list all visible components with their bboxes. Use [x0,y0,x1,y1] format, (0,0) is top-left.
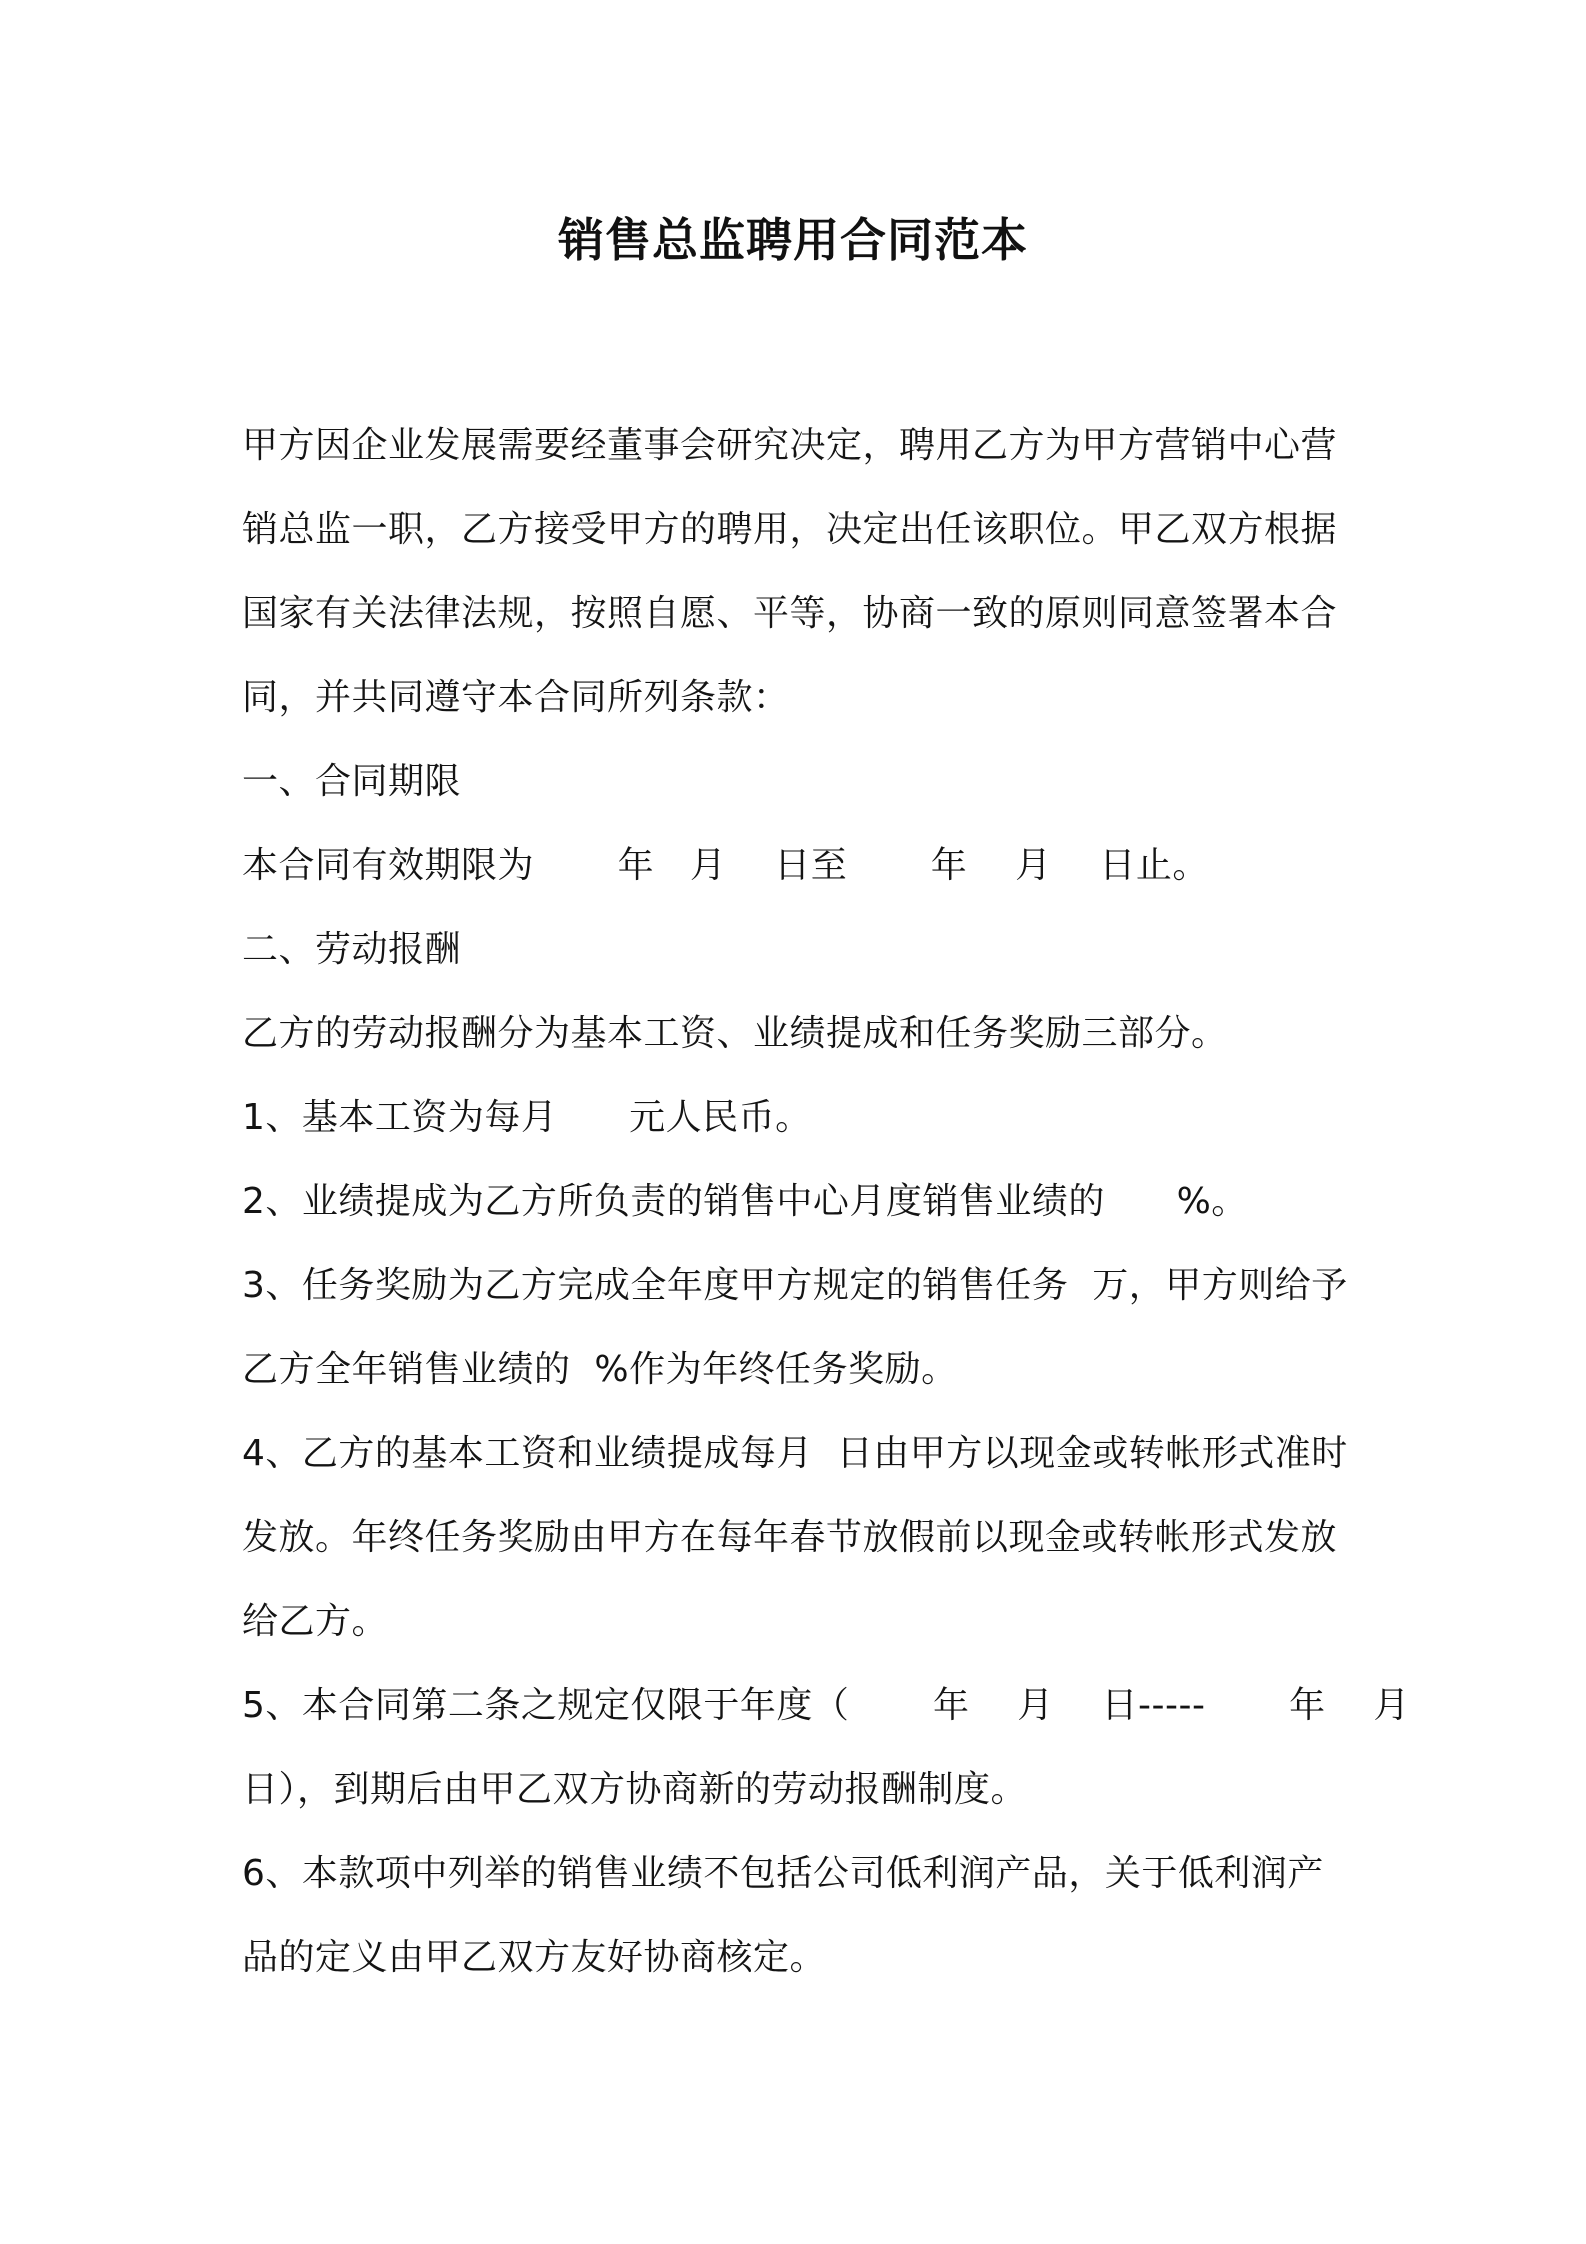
clause-4: 4、乙方的基本工资和业绩提成每月 日由甲方以现金或转帐形式准时 [242,1433,1348,1474]
clause-1: 1、基本工资为每月 元人民币。 [242,1097,812,1138]
clause-5: 5、本合同第二条之规定仅限于年度（ 年 月 日----- 年 月 [242,1685,1410,1726]
clause-3: 3、任务奖励为乙方完成全年度甲方规定的销售任务 万，甲方则给予 [242,1265,1348,1306]
body-line: 给乙方。 [242,1601,389,1642]
body-line: 发放。年终任务奖励由甲方在每年春节放假前以现金或转帐形式发放 [242,1517,1338,1558]
clause-2: 2、业绩提成为乙方所负责的销售中心月度销售业绩的 %。 [242,1181,1248,1222]
body-line: 销总监一职，乙方接受甲方的聘用，决定出任该职位。甲乙双方根据 [242,509,1338,550]
section-heading-remuneration: 二、劳动报酬 [242,929,462,970]
clause-6: 6、本款项中列举的销售业绩不包括公司低利润产品，关于低利润产 [242,1853,1324,1894]
document-body [242,404,1410,2000]
body-line: 甲方因企业发展需要经董事会研究决定，聘用乙方为甲方营销中心营 [242,425,1338,466]
body-line: 品的定义由甲乙双方友好协商核定。 [242,1937,827,1978]
body-line: 国家有关法律法规，按照自愿、平等，协商一致的原则同意签署本合 [242,593,1338,634]
body-line: 乙方的劳动报酬分为基本工资、业绩提成和任务奖励三部分。 [242,1013,1228,1054]
document-title: 销售总监聘用合同范本 [558,213,1028,267]
body-line: 本合同有效期限为 年 月 日至 年 月 日止。 [242,845,1209,886]
section-heading-contract-term: 一、合同期限 [242,761,462,802]
body-line: 乙方全年销售业绩的 %作为年终任务奖励。 [242,1349,958,1390]
body-line: 同，并共同遵守本合同所列条款： [242,677,790,718]
body-line: 日），到期后由甲乙双方协商新的劳动报酬制度。 [242,1769,1028,1810]
